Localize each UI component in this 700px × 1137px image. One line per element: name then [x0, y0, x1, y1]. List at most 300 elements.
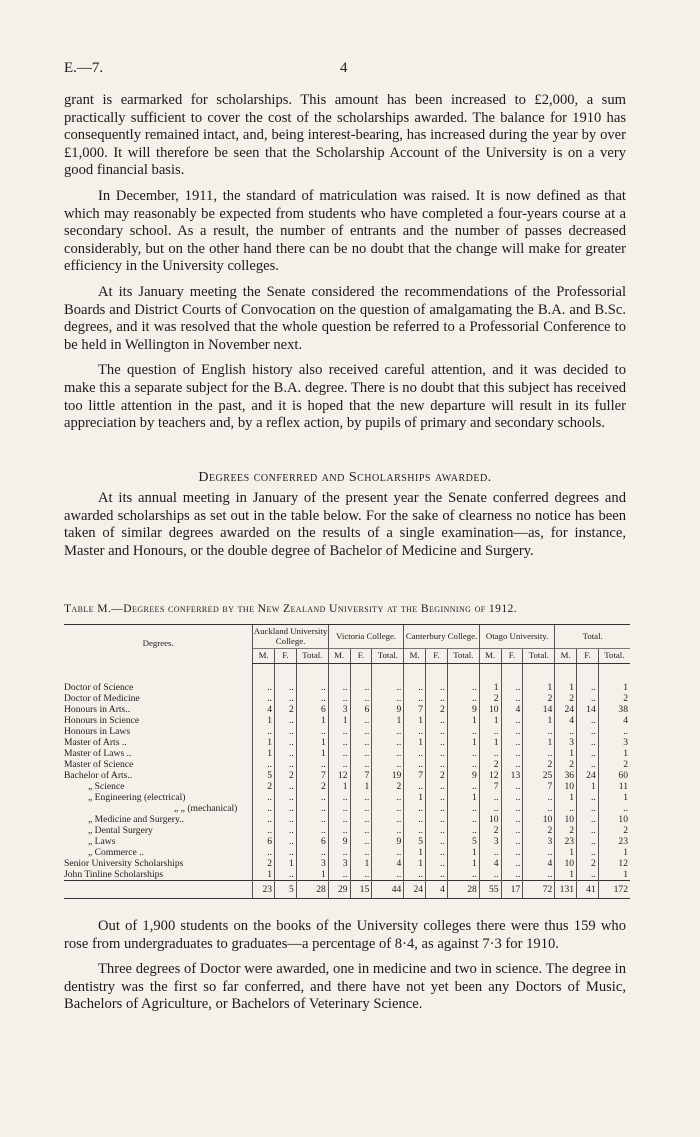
table-cell: .. [372, 814, 404, 825]
table-cell: .. [275, 748, 297, 759]
table-cell: .. [501, 682, 523, 693]
table-cell: .. [296, 792, 328, 803]
spacer-cell [64, 663, 253, 682]
table-cell: .. [350, 825, 372, 836]
spacer-cell [253, 663, 275, 682]
table-cell: 1 [328, 715, 350, 726]
table-cell: 2 [523, 693, 555, 704]
table-cell: .. [275, 693, 297, 704]
table-cell: .. [253, 847, 275, 858]
table-cell: 3 [523, 836, 555, 847]
table-cell: .. [328, 847, 350, 858]
table-cell: .. [447, 869, 479, 881]
table-cell: 2 [479, 759, 501, 770]
table-cell: .. [350, 737, 372, 748]
table-cell: 10 [555, 814, 577, 825]
table-cell: .. [577, 715, 599, 726]
table-cell: 14 [523, 704, 555, 715]
table-cell: 1 [523, 737, 555, 748]
table-cell: .. [426, 869, 448, 881]
table-cell: .. [501, 715, 523, 726]
table-cell: 5 [447, 836, 479, 847]
table-cell: .. [296, 803, 328, 814]
table-row [64, 682, 630, 693]
table-cell: .. [577, 748, 599, 759]
table-cell: .. [350, 792, 372, 803]
table-cell: .. [577, 847, 599, 858]
table-cell: 6 [350, 704, 372, 715]
table-cell: 2 [479, 693, 501, 704]
table-title: Table M.—Degrees conferred by the New Zealand University at the Beginning of 1912. [64, 602, 518, 615]
table-cell: .. [426, 737, 448, 748]
table-cell: .. [501, 792, 523, 803]
subcolumn-header: M. [404, 649, 426, 664]
table-row [64, 704, 630, 715]
degree-label: „ Science [88, 780, 125, 792]
table-cell: .. [328, 792, 350, 803]
table-cell: 38 [598, 704, 630, 715]
total-cell: 72 [523, 880, 555, 898]
table-cell: 1 [447, 737, 479, 748]
paragraph: In December, 1911, the standard of matriculation was raised. It is now defined as that which may reasonably be expected from students who have completed a four-years course at a secondary school. As a result, the number of entrants and the number of passes decreased considerably, but on the other hand there can be no doubt that the change will make for greater efficiency in the University colleges. [64, 187, 626, 275]
table-cell: 2 [426, 704, 448, 715]
table-cell: .. [404, 726, 426, 737]
table-cell: .. [275, 726, 297, 737]
table-cell: .. [577, 803, 599, 814]
table-cell: .. [577, 825, 599, 836]
table-cell: 14 [577, 704, 599, 715]
table-cell: .. [447, 682, 479, 693]
table-cell: 1 [555, 748, 577, 759]
table-cell: .. [447, 726, 479, 737]
table-cell: 4 [372, 858, 404, 869]
table-cell: .. [296, 814, 328, 825]
table-cell: .. [296, 759, 328, 770]
table-cell: .. [479, 748, 501, 759]
subcolumn-header: Total. [447, 649, 479, 664]
table-cell: 2 [253, 858, 275, 869]
table-cell: 1 [479, 715, 501, 726]
spacer-cell [350, 663, 372, 682]
table-cell: 1 [404, 858, 426, 869]
group-header-auckland: Auckland University College. [253, 625, 329, 649]
table-cell: .. [296, 847, 328, 858]
table-cell: 1 [296, 748, 328, 759]
table-row [64, 858, 630, 869]
table-cell: 1 [275, 858, 297, 869]
table-cell: .. [426, 847, 448, 858]
table-cell: .. [275, 836, 297, 847]
table-cell: 2 [598, 759, 630, 770]
spacer-cell [296, 663, 328, 682]
table-row [64, 715, 630, 726]
table-cell: 7 [404, 704, 426, 715]
spacer-cell [404, 663, 426, 682]
table-cell: 1 [555, 792, 577, 803]
paragraph: Three degrees of Doctor were awarded, one in medicine and two in science. The degree in dentistry was the first so far conferred, and there have not yet been any Doctors of Music, Bachelors of Agriculture, or Bachelors of Veterinary Science. [64, 961, 626, 1013]
table-cell: .. [253, 726, 275, 737]
table-cell: .. [404, 759, 426, 770]
table-cell: .. [404, 869, 426, 881]
table-cell: 10 [479, 704, 501, 715]
table-cell: .. [523, 803, 555, 814]
table-cell: .. [577, 869, 599, 881]
table-cell: .. [479, 792, 501, 803]
degree-label: „ Commerce .. [88, 846, 144, 858]
degree-label: Senior University Scholarships [64, 857, 184, 869]
table-cell: 1 [555, 682, 577, 693]
table-cell: 1 [253, 748, 275, 759]
total-cell: 23 [253, 880, 275, 898]
table-row [64, 803, 630, 814]
table-cell: .. [275, 715, 297, 726]
table-cell: .. [350, 803, 372, 814]
table-cell: 7 [523, 781, 555, 792]
document-reference: E.—7. [64, 60, 104, 76]
table-cell: .. [577, 726, 599, 737]
table-cell: .. [523, 792, 555, 803]
table-cell: 5 [253, 770, 275, 781]
table-cell: 1 [404, 847, 426, 858]
table-cell: .. [296, 682, 328, 693]
table-cell: .. [447, 781, 479, 792]
table-cell: 5 [404, 836, 426, 847]
degrees-column-header: Degrees. [64, 625, 253, 664]
table-cell: 23 [598, 836, 630, 847]
table-cell: .. [501, 825, 523, 836]
table-cell: 10 [479, 814, 501, 825]
table-cell: .. [501, 759, 523, 770]
table-row [64, 781, 630, 792]
table-cell: .. [404, 803, 426, 814]
table-cell: .. [372, 726, 404, 737]
table-cell: .. [577, 737, 599, 748]
table-cell: 1 [523, 682, 555, 693]
table-cell: 2 [479, 825, 501, 836]
table-cell: 1 [598, 847, 630, 858]
table-cell: 2 [253, 781, 275, 792]
table-cell: 2 [523, 759, 555, 770]
table-cell: 12 [328, 770, 350, 781]
table-cell: .. [426, 792, 448, 803]
table-cell: .. [372, 748, 404, 759]
degree-label: „ Medicine and Surgery.. [88, 813, 184, 825]
table-cell: 9 [447, 704, 479, 715]
table-cell: 7 [296, 770, 328, 781]
table-cell: .. [372, 792, 404, 803]
total-cell: 28 [447, 880, 479, 898]
table-cell: .. [501, 847, 523, 858]
degree-label: Bachelor of Arts.. [64, 769, 133, 781]
subcolumn-header: Total. [523, 649, 555, 664]
subcolumn-header: F. [501, 649, 523, 664]
table-cell: .. [447, 814, 479, 825]
table-cell: 1 [296, 737, 328, 748]
table-cell: .. [598, 803, 630, 814]
table-cell: 4 [523, 858, 555, 869]
table-cell: 3 [328, 858, 350, 869]
table-cell: 3 [328, 704, 350, 715]
table-cell: 1 [350, 858, 372, 869]
table-cell: 1 [598, 682, 630, 693]
table-cell: .. [426, 814, 448, 825]
table-cell: .. [523, 869, 555, 881]
total-label-cell [64, 880, 253, 898]
degree-label: „ „ (mechanical) [174, 802, 238, 814]
table-cell: .. [426, 858, 448, 869]
table-cell: .. [350, 715, 372, 726]
table-cell: .. [328, 693, 350, 704]
table-cell: 3 [598, 737, 630, 748]
table-cell: 2 [426, 770, 448, 781]
table-cell: 2 [555, 759, 577, 770]
table-cell: .. [523, 748, 555, 759]
table-cell: 25 [523, 770, 555, 781]
table-cell: 36 [555, 770, 577, 781]
table-row [64, 847, 630, 858]
table-cell: 1 [253, 737, 275, 748]
table-cell: .. [447, 825, 479, 836]
paragraph: grant is earmarked for scholarships. This amount has been increased to £2,000, a sum practically sufficient to cover the cost of the scholarships awarded. The balance for 1910 has consequently remained intact, and, being interest-bearing, has increased during the year by over £1,000. It will therefore be seen that the Scholarship Account of the University is on a very good financial basis. [64, 92, 626, 179]
table-cell: 3 [555, 737, 577, 748]
degree-label: „ Dental Surgery [88, 824, 153, 836]
spacer-cell [577, 663, 599, 682]
subcolumn-header: F. [426, 649, 448, 664]
degree-label: „ Laws [88, 835, 116, 847]
table-cell: .. [577, 693, 599, 704]
table-cell: .. [598, 726, 630, 737]
table-cell: .. [523, 847, 555, 858]
table-cell: 1 [447, 858, 479, 869]
table-cell: .. [426, 693, 448, 704]
subcolumn-header: F. [577, 649, 599, 664]
table-cell: .. [404, 825, 426, 836]
table-cell: 1 [350, 781, 372, 792]
table-cell: 1 [296, 869, 328, 881]
table-cell: .. [501, 781, 523, 792]
table-cell: .. [328, 803, 350, 814]
table-cell: 11 [598, 781, 630, 792]
table-row [64, 792, 630, 803]
table-cell: .. [426, 825, 448, 836]
table-cell: 2 [577, 858, 599, 869]
table-cell: 12 [479, 770, 501, 781]
table-row [64, 825, 630, 836]
table-cell: .. [404, 682, 426, 693]
table-cell: 23 [555, 836, 577, 847]
table-cell: .. [404, 781, 426, 792]
table-cell: .. [350, 836, 372, 847]
table-cell: 1 [253, 715, 275, 726]
degree-label: Master of Science [64, 758, 134, 770]
table-cell: .. [253, 682, 275, 693]
degrees-table [64, 624, 630, 899]
table-cell: .. [350, 693, 372, 704]
total-cell: 41 [577, 880, 599, 898]
table-cell: .. [253, 792, 275, 803]
table-cell: 4 [501, 704, 523, 715]
table-cell: .. [328, 748, 350, 759]
table-row [64, 759, 630, 770]
table-cell: 2 [275, 704, 297, 715]
table-cell: 10 [598, 814, 630, 825]
table-cell: 1 [447, 792, 479, 803]
spacer-cell [479, 663, 501, 682]
table-cell: .. [372, 825, 404, 836]
table-cell: 24 [555, 704, 577, 715]
table-cell: .. [328, 726, 350, 737]
table-cell: 2 [372, 781, 404, 792]
table-cell: 1 [598, 869, 630, 881]
table-cell: .. [501, 836, 523, 847]
table-cell: .. [426, 836, 448, 847]
spacer-cell [501, 663, 523, 682]
table-cell: .. [577, 759, 599, 770]
spacer-cell [598, 663, 630, 682]
page-number: 4 [340, 60, 348, 76]
table-cell: .. [372, 693, 404, 704]
subcolumn-header: Total. [598, 649, 630, 664]
degree-label: Doctor of Science [64, 681, 134, 693]
table-cell: .. [328, 869, 350, 881]
table-cell: .. [372, 759, 404, 770]
table-cell: .. [350, 748, 372, 759]
section-heading: Degrees conferred and Scholarships awarded. [198, 470, 492, 485]
subcolumn-header: M. [479, 649, 501, 664]
table-cell: .. [577, 814, 599, 825]
paragraph: At its annual meeting in January of the present year the Senate conferred degrees and awarded scholarships as set out in the table below. For the sake of clearness no notice has been taken of similar degrees awarded on the results of a single examination—as, for instance, Master and Honours, or the double degree of Bachelor of Medicine and Surgery. [64, 490, 626, 559]
subcolumn-header: Total. [372, 649, 404, 664]
table-cell: 3 [296, 858, 328, 869]
table-cell: .. [275, 869, 297, 881]
table-cell: 1 [555, 847, 577, 858]
table-cell: 1 [404, 715, 426, 726]
table-cell: .. [350, 869, 372, 881]
table-cell: 1 [447, 715, 479, 726]
table-cell: 2 [598, 825, 630, 836]
table-body [64, 663, 630, 880]
table-cell: .. [447, 803, 479, 814]
table-row [64, 869, 630, 881]
table-cell: .. [577, 792, 599, 803]
table-cell: .. [501, 858, 523, 869]
group-header-otago: Otago University. [479, 625, 555, 649]
table-cell: 2 [555, 825, 577, 836]
paragraph: Out of 1,900 students on the books of the University colleges there were thus 159 who rose from undergraduates to graduates—a percentage of 8·4, as against 7·3 for 1910. [64, 918, 626, 952]
table-cell: .. [479, 726, 501, 737]
table-cell: 1 [479, 737, 501, 748]
table-cell: 13 [501, 770, 523, 781]
table-cell: 1 [598, 748, 630, 759]
table-cell: .. [350, 682, 372, 693]
table-cell: .. [296, 825, 328, 836]
table-cell: .. [577, 836, 599, 847]
subcolumn-header: F. [275, 649, 297, 664]
table-cell: 6 [296, 836, 328, 847]
table-cell: .. [479, 869, 501, 881]
paragraph: At its January meeting the Senate considered the recommendations of the Professorial Boards and District Courts of Convocation on the question of amalgamating the B.A. and B.Sc. degrees, and it was resolved that the whole question be referred to a Professorial Conference to be held in Wellington in November next. [64, 283, 626, 353]
table-cell: 10 [555, 858, 577, 869]
table-cell: .. [372, 682, 404, 693]
total-cell: 24 [404, 880, 426, 898]
table-cell: 3 [479, 836, 501, 847]
table-cell: 7 [350, 770, 372, 781]
table-cell: 1 [253, 869, 275, 881]
table-cell: .. [447, 693, 479, 704]
table-cell: .. [404, 748, 426, 759]
table-cell: 12 [598, 858, 630, 869]
total-cell: 15 [350, 880, 372, 898]
total-cell: 44 [372, 880, 404, 898]
table-cell: .. [328, 682, 350, 693]
table-cell: .. [372, 869, 404, 881]
paragraph: The question of English history also received careful attention, and it was decided to make this a separate subject for the B.A. degree. There is no doubt that this subject has received too little attention in the past, and it is hoped that the new departure will result in its fuller appreciation by teachers and, by a reflex action, by pupils of primary and secondary schools. [64, 362, 626, 432]
table-row [64, 770, 630, 781]
page-header [64, 60, 626, 80]
table-cell: .. [577, 682, 599, 693]
table-cell: 1 [372, 715, 404, 726]
table-cell: 24 [577, 770, 599, 781]
subcolumn-header: M. [253, 649, 275, 664]
spacer-cell [426, 663, 448, 682]
table-cell: 19 [372, 770, 404, 781]
table-cell: .. [447, 748, 479, 759]
table-row [64, 693, 630, 704]
table-cell: 1 [577, 781, 599, 792]
degree-label: Master of Laws .. [64, 747, 132, 759]
table-row [64, 737, 630, 748]
table-cell: .. [479, 847, 501, 858]
total-cell: 28 [296, 880, 328, 898]
table-cell: 60 [598, 770, 630, 781]
table-cell: 6 [296, 704, 328, 715]
table-row [64, 836, 630, 847]
total-cell: 131 [555, 880, 577, 898]
table-cell: .. [350, 814, 372, 825]
table-cell: .. [447, 759, 479, 770]
table-cell: .. [275, 792, 297, 803]
total-cell: 172 [598, 880, 630, 898]
table-cell: 7 [479, 781, 501, 792]
table-cell: 9 [372, 836, 404, 847]
table-cell: .. [372, 737, 404, 748]
total-cell: 17 [501, 880, 523, 898]
table-cell: .. [426, 781, 448, 792]
table-cell: .. [501, 748, 523, 759]
table-cell: .. [275, 759, 297, 770]
degree-label: John Tinline Scholarships [64, 868, 164, 880]
table-cell: .. [501, 726, 523, 737]
table-cell: 1 [404, 792, 426, 803]
table-cell: 9 [372, 704, 404, 715]
table-cell: .. [426, 715, 448, 726]
table-cell: .. [275, 847, 297, 858]
table-cell: .. [372, 847, 404, 858]
subcolumn-header: Total. [296, 649, 328, 664]
table-cell: 10 [523, 814, 555, 825]
subcolumn-header: M. [555, 649, 577, 664]
table-cell: .. [328, 737, 350, 748]
table-row [64, 748, 630, 759]
table-total-row [64, 880, 630, 898]
table-cell: .. [350, 726, 372, 737]
table-cell: .. [426, 748, 448, 759]
total-cell: 5 [275, 880, 297, 898]
table-cell: .. [479, 803, 501, 814]
table-cell: .. [275, 803, 297, 814]
table-cell: 1 [447, 847, 479, 858]
degree-label: Master of Arts .. [64, 736, 127, 748]
